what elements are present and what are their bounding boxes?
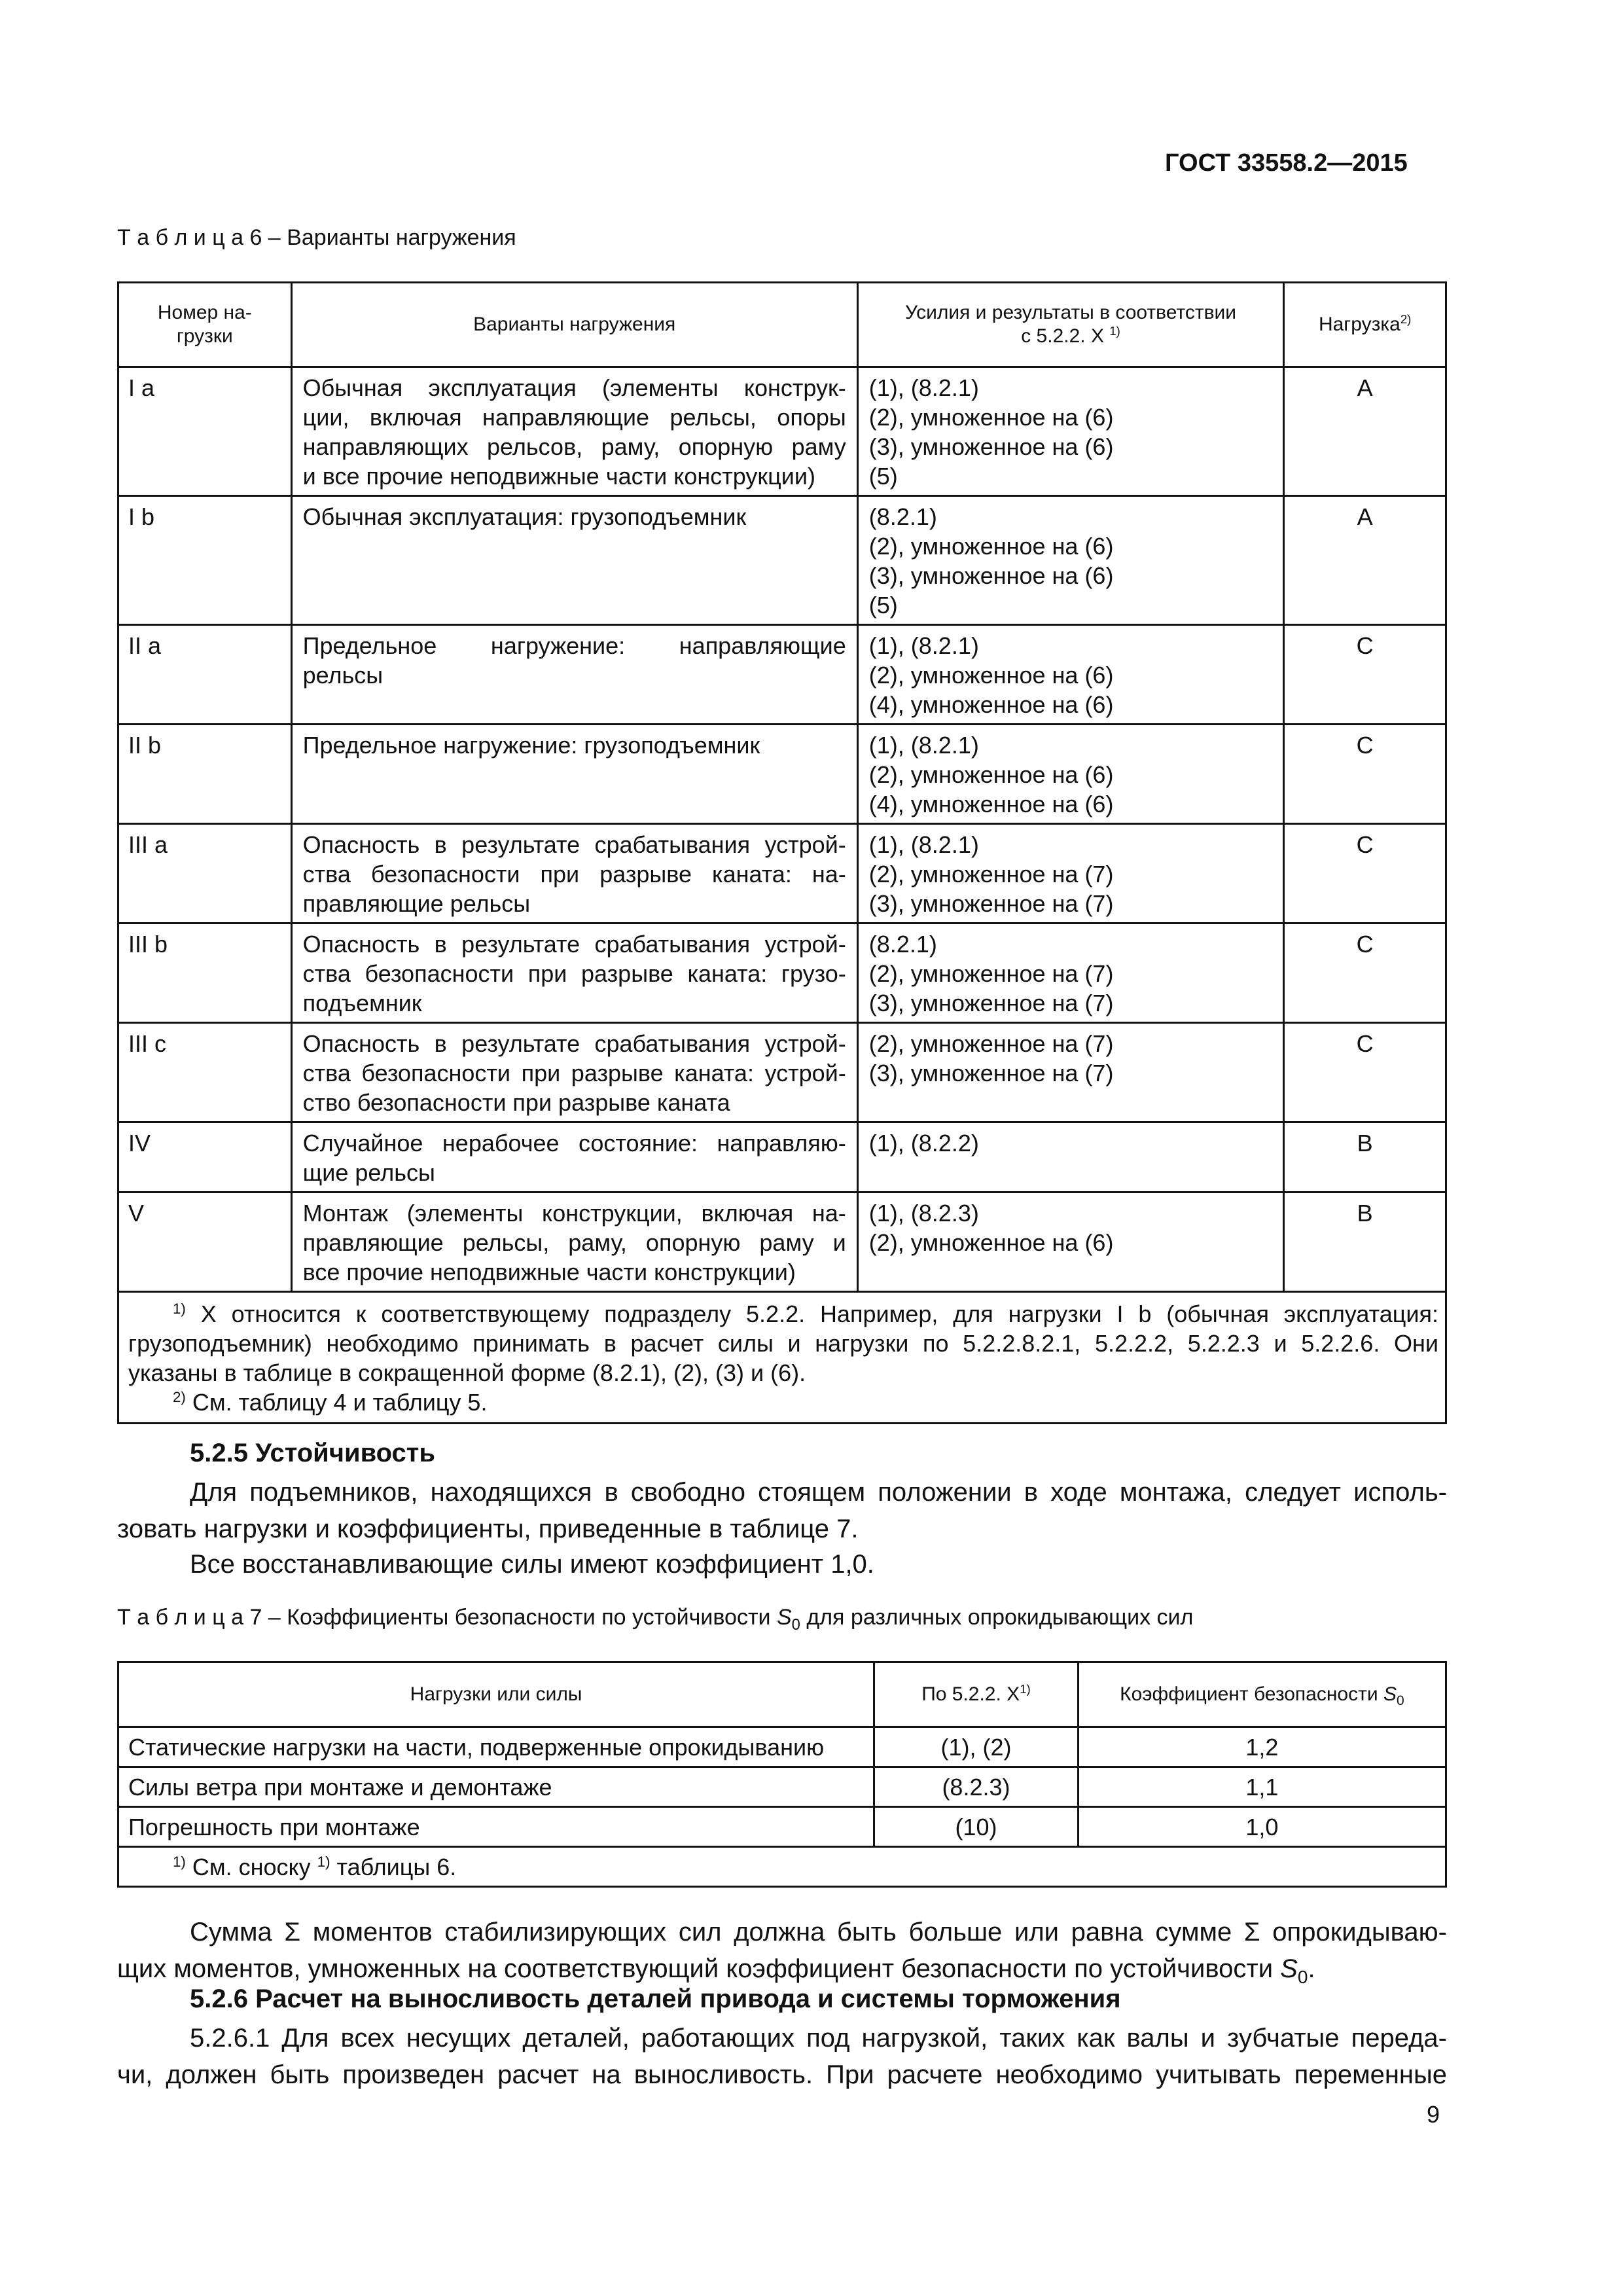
table6-header-load-variants: Варианты нагружения: [291, 283, 857, 367]
table6-row: [118, 824, 1446, 924]
page-number: 9: [1427, 2101, 1440, 2128]
table6-header-forces: Усилия и результаты в соответствии с 5.2.2. Х $^{1)}$: [857, 283, 1284, 367]
table6-cell-load-class: C: [1284, 824, 1446, 924]
table6-cell-forces: (1), (8.2.2): [857, 1122, 1284, 1193]
table7-cell-coef: 1,2: [1078, 1727, 1446, 1767]
table7-caption: Т а б л и ц а 7 – Коэффициенты безопасности по устойчивости $S_0$ для различных опрокидывающих сил: [117, 1605, 1194, 1634]
table6: [117, 281, 1447, 1424]
section-5-2-5-heading: 5.2.5 Устойчивость: [190, 1439, 435, 1467]
table7-cell-ref: (8.2.3): [874, 1767, 1079, 1807]
table7-cell-coef: 1,1: [1078, 1767, 1446, 1807]
table7: [117, 1661, 1447, 1888]
table7-cell-coef: 1,0: [1078, 1807, 1446, 1847]
table6-header-load: Нагрузка$^{2)}$: [1284, 283, 1446, 367]
table6-cell-load-class: B: [1284, 1193, 1446, 1292]
table7-cell-ref: (1), (2): [874, 1727, 1079, 1767]
table6-cell-load-number: III a: [118, 824, 292, 924]
table6-cell-load-class: C: [1284, 725, 1446, 824]
table6-cell-forces: (1), (8.2.3) (2), умноженное на (6): [857, 1193, 1284, 1292]
table6-footnotes: $^{1)}$ Х относится к соответствующему подразделу 5.2.2. Например, для нагрузки I b (обычная эксплуатация: грузоподъемник) необходимо принимать в расчет силы и нагрузки по 5.2.2.8.2.1, 5.2.2.2, 5.2.2.3 и 5.2.2.6. Они указаны в таблице в сокращенной форме (8.2.1), (2), (3) и (6). $^{2)}$ См. таблицу 4 и таблицу 5.: [118, 1292, 1446, 1424]
table7-header-coef: Коэффициент безопасности $S_0$: [1078, 1662, 1446, 1727]
table6-row: [118, 725, 1446, 824]
table6-cell-load-number: II b: [118, 725, 292, 824]
table6-cell-load-class: C: [1284, 625, 1446, 725]
table7-row: [118, 1767, 1446, 1807]
table6-cell-load-class: B: [1284, 1122, 1446, 1193]
table7-cell-ref: (10): [874, 1807, 1079, 1847]
table6-cell-forces: (8.2.1) (2), умноженное на (6) (3), умноженное на (6) (5): [857, 496, 1284, 625]
table6-cell-load-class: A: [1284, 496, 1446, 625]
section-5-2-6-1-paragraph: 5.2.6.1 Для всех несущих деталей, работающих под нагрузкой, таких как валы и зубчатые переда- чи, должен быть произведен расчет на выносливость. При расчете необходимо учитывать переменные: [117, 2024, 1447, 2089]
table6-row: [118, 1193, 1446, 1292]
table6-row: [118, 1122, 1446, 1193]
table6-row: [118, 496, 1446, 625]
table6-cell-forces: (1), (8.2.1) (2), умноженное на (7) (3), умноженное на (7): [857, 824, 1284, 924]
table6-cell-load-number: III b: [118, 924, 292, 1023]
table6-body: [118, 367, 1446, 1292]
table6-cell-load-number: V: [118, 1193, 292, 1292]
table7-body: [118, 1727, 1446, 1847]
section-5-2-6-heading: 5.2.6 Расчет на выносливость деталей привода и системы торможения: [190, 1984, 1121, 2013]
table6-cell-variant: Предельное нагружение: грузоподъемник: [291, 725, 857, 824]
table7-cell-load: Силы ветра при монтаже и демонтаже: [118, 1767, 874, 1807]
table6-cell-variant: Случайное нерабочее состояние: направляю- щие рельсы: [291, 1122, 857, 1193]
table6-header-row: [118, 283, 1446, 367]
table6-header-load-number: Номер на- грузки: [118, 283, 292, 367]
section-5-2-5-paragraph-1: Для подъемников, находящихся в свободно стоящем положении в ходе монтажа, следует исполь- зовать нагрузки и коэффициенты, приведенные в таблице 7.: [117, 1478, 1447, 1543]
table6-cell-forces: (2), умноженное на (7) (3), умноженное на (7): [857, 1023, 1284, 1122]
table6-cell-load-class: C: [1284, 924, 1446, 1023]
table6-cell-variant: Монтаж (элементы конструкции, включая на- правляющие рельсы, раму, опорную раму и все прочие неподвижные части конструкции): [291, 1193, 857, 1292]
stability-moment-paragraph: Сумма Σ моментов стабилизирующих сил должна быть больше или равна сумме Σ опрокидываю- щих моментов, умноженных на соответствующий коэффициент безопасности по устойчивости $S_0$.: [117, 1918, 1447, 1987]
table7-notes-row: [118, 1847, 1446, 1887]
table7-cell-load: Статические нагрузки на части, подверженные опрокидыванию: [118, 1727, 874, 1767]
document-code: ГОСТ 33558.2—2015: [1165, 149, 1408, 177]
table6-cell-variant: Обычная эксплуатация: грузоподъемник: [291, 496, 857, 625]
table6-cell-load-number: I b: [118, 496, 292, 625]
table6-row: [118, 625, 1446, 725]
table6-cell-load-number: III c: [118, 1023, 292, 1122]
table6-cell-forces: (1), (8.2.1) (2), умноженное на (6) (4), умноженное на (6): [857, 625, 1284, 725]
table6-notes-row: [118, 1292, 1446, 1424]
table7-row: [118, 1727, 1446, 1767]
table6-cell-load-number: I a: [118, 367, 292, 496]
table7-header-row: [118, 1662, 1446, 1727]
table6-cell-forces: (1), (8.2.1) (2), умноженное на (6) (3), умноженное на (6) (5): [857, 367, 1284, 496]
table6-row: [118, 1023, 1446, 1122]
table6-cell-variant: Опасность в результате срабатывания устрой- ства безопасности при разрыве каната: на- правляющие рельсы: [291, 824, 857, 924]
table6-cell-variant: Обычная эксплуатация (элементы конструк- ции, включая направляющие рельсы, опоры направляющих рельсов, раму, опорную раму и все прочие неподвижные части конструкции): [291, 367, 857, 496]
table6-cell-forces: (1), (8.2.1) (2), умноженное на (6) (4), умноженное на (6): [857, 725, 1284, 824]
table6-cell-load-number: II a: [118, 625, 292, 725]
table6-row: [118, 924, 1446, 1023]
table6-cell-load-class: A: [1284, 367, 1446, 496]
table6-cell-variant: Опасность в результате срабатывания устрой- ства безопасности при разрыве каната: устрой- ство безопасности при разрыве каната: [291, 1023, 857, 1122]
table6-cell-variant: Предельное нагружение: направляющие рельсы: [291, 625, 857, 725]
table6-cell-load-class: C: [1284, 1023, 1446, 1122]
table6-row: [118, 367, 1446, 496]
table6-caption: Т а б л и ц а 6 – Варианты нагружения: [117, 225, 516, 250]
table7-row: [118, 1807, 1446, 1847]
table7-cell-load: Погрешность при монтаже: [118, 1807, 874, 1847]
table6-cell-load-number: IV: [118, 1122, 292, 1193]
table7-header-ref: По 5.2.2. $Х^{1)}$: [874, 1662, 1079, 1727]
table7-footnote: $^{1)}$ См. сноску $^{1)}$ таблицы 6.: [118, 1847, 1446, 1887]
table6-cell-forces: (8.2.1) (2), умноженное на (7) (3), умноженное на (7): [857, 924, 1284, 1023]
section-5-2-5-paragraph-2: Все восстанавливающие силы имеют коэффициент 1,0.: [190, 1550, 874, 1579]
table7-header-loads: Нагрузки или силы: [118, 1662, 874, 1727]
table6-cell-variant: Опасность в результате срабатывания устрой- ства безопасности при разрыве каната: грузо- подъемник: [291, 924, 857, 1023]
